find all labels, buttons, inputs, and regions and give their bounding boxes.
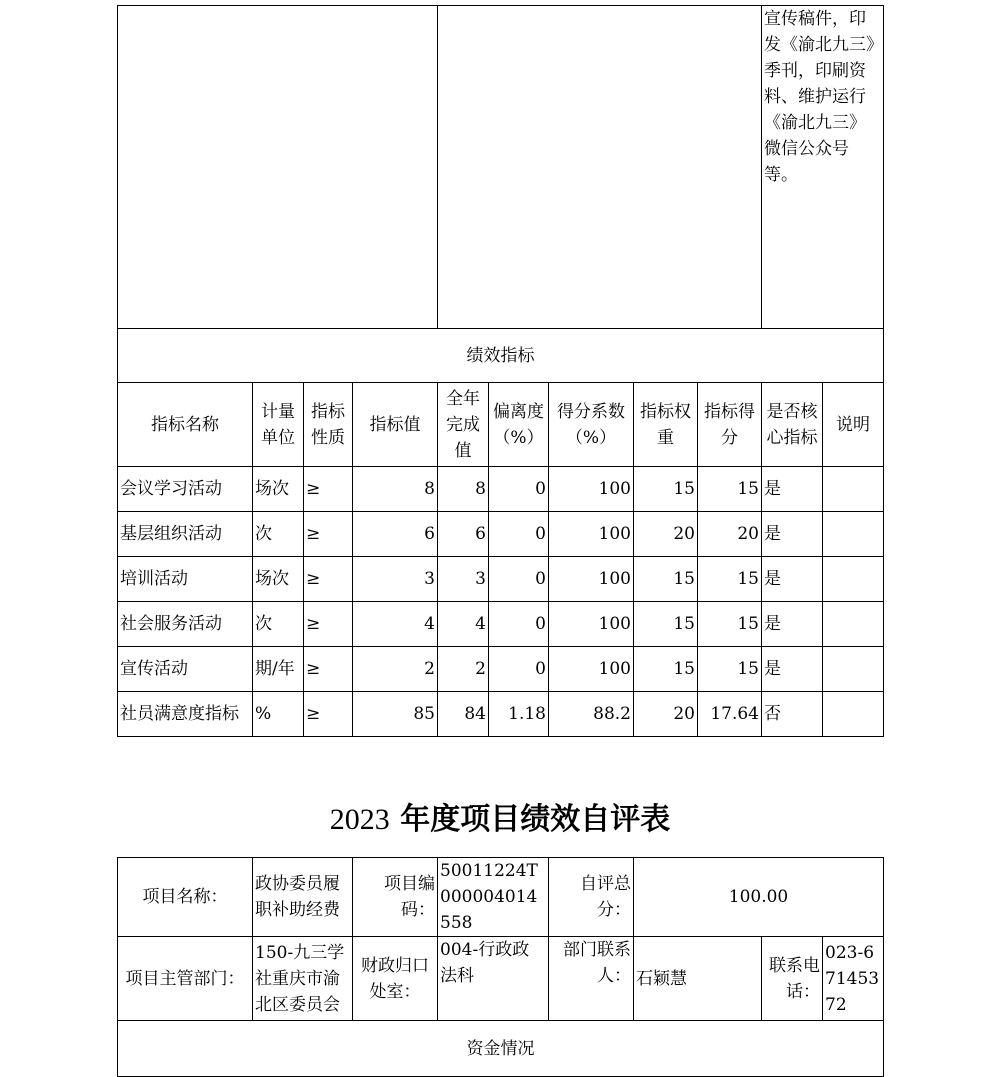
col-header: 是否核心指标 bbox=[762, 383, 823, 467]
target-value: 3 bbox=[353, 557, 438, 602]
nature: ≥ bbox=[304, 467, 353, 512]
score: 15 bbox=[698, 647, 762, 692]
empty-cell bbox=[118, 6, 438, 329]
col-header: 指标性质 bbox=[304, 383, 353, 467]
score: 15 bbox=[698, 602, 762, 647]
score-coefficient: 100 bbox=[549, 602, 634, 647]
section-title: 绩效指标 bbox=[118, 329, 884, 383]
title-year: 2023 bbox=[329, 803, 390, 836]
weight: 15 bbox=[634, 647, 698, 692]
note bbox=[823, 602, 884, 647]
contact-label: 部门联系人： bbox=[549, 937, 634, 1021]
col-header: 指标名称 bbox=[118, 383, 253, 467]
is-core: 否 bbox=[762, 692, 823, 737]
col-header: 说明 bbox=[823, 383, 884, 467]
indicator-name: 基层组织活动 bbox=[118, 512, 253, 557]
note bbox=[823, 557, 884, 602]
unit: 次 bbox=[253, 602, 304, 647]
actual-value: 3 bbox=[438, 557, 489, 602]
note bbox=[823, 647, 884, 692]
header-row bbox=[118, 383, 884, 467]
target-value: 8 bbox=[353, 467, 438, 512]
funds-section-title: 资金情况 bbox=[118, 1021, 884, 1077]
deviation: 0 bbox=[489, 557, 549, 602]
score: 15 bbox=[698, 467, 762, 512]
score: 17.64 bbox=[698, 692, 762, 737]
is-core: 是 bbox=[762, 512, 823, 557]
weight: 20 bbox=[634, 692, 698, 737]
nature: ≥ bbox=[304, 647, 353, 692]
project-code-label: 项目编码： bbox=[353, 858, 438, 937]
finance: 004-行政政法科 bbox=[438, 937, 549, 1021]
col-header: 得分系数（%） bbox=[549, 383, 634, 467]
target-value: 6 bbox=[353, 512, 438, 557]
target-value: 4 bbox=[353, 602, 438, 647]
score: 20 bbox=[698, 512, 762, 557]
weight: 15 bbox=[634, 602, 698, 647]
target-value: 85 bbox=[353, 692, 438, 737]
dept-label: 项目主管部门： bbox=[118, 937, 253, 1021]
actual-value: 2 bbox=[438, 647, 489, 692]
actual-value: 8 bbox=[438, 467, 489, 512]
col-header: 偏离度（%） bbox=[489, 383, 549, 467]
self-score: 100.00 bbox=[634, 858, 884, 937]
note bbox=[823, 692, 884, 737]
project-name-label: 项目名称： bbox=[118, 858, 253, 937]
is-core: 是 bbox=[762, 557, 823, 602]
unit: 场次 bbox=[253, 467, 304, 512]
unit: 期/年 bbox=[253, 647, 304, 692]
deviation: 1.18 bbox=[489, 692, 549, 737]
dept: 150-九三学社重庆市渝北区委员会 bbox=[253, 937, 353, 1021]
actual-value: 4 bbox=[438, 602, 489, 647]
score-coefficient: 100 bbox=[549, 467, 634, 512]
project-info-table bbox=[117, 857, 884, 1077]
table-row bbox=[118, 557, 884, 602]
col-header: 指标值 bbox=[353, 383, 438, 467]
nature: ≥ bbox=[304, 557, 353, 602]
empty-cell bbox=[438, 6, 762, 329]
is-core: 是 bbox=[762, 647, 823, 692]
indicator-name: 培训活动 bbox=[118, 557, 253, 602]
actual-value: 84 bbox=[438, 692, 489, 737]
score-coefficient: 100 bbox=[549, 512, 634, 557]
performance-indicator-table bbox=[117, 5, 884, 737]
indicator-name: 会议学习活动 bbox=[118, 467, 253, 512]
weight: 15 bbox=[634, 557, 698, 602]
col-header: 全年完成值 bbox=[438, 383, 489, 467]
note bbox=[823, 467, 884, 512]
weight: 15 bbox=[634, 467, 698, 512]
continued-text-cell bbox=[762, 6, 884, 329]
is-core: 是 bbox=[762, 602, 823, 647]
note bbox=[823, 512, 884, 557]
phone: 023-67145372 bbox=[823, 937, 884, 1021]
deviation: 0 bbox=[489, 467, 549, 512]
score-coefficient: 100 bbox=[549, 557, 634, 602]
phone-label: 联系电话： bbox=[762, 937, 823, 1021]
nature: ≥ bbox=[304, 512, 353, 557]
title-text: 年度项目绩效自评表 bbox=[400, 802, 671, 837]
indicator-name: 社员满意度指标 bbox=[118, 692, 253, 737]
actual-value: 6 bbox=[438, 512, 489, 557]
unit: % bbox=[253, 692, 304, 737]
contact: 石颖慧 bbox=[634, 937, 762, 1021]
continued-text: 宣传稿件，印发《渝北九三》季刊，印刷资料、维护运行《渝北九三》微信公众号等。 bbox=[764, 9, 875, 185]
nature: ≥ bbox=[304, 602, 353, 647]
col-header: 计量单位 bbox=[253, 383, 304, 467]
deviation: 0 bbox=[489, 647, 549, 692]
score: 15 bbox=[698, 557, 762, 602]
table-row bbox=[118, 602, 884, 647]
indicator-name: 社会服务活动 bbox=[118, 602, 253, 647]
indicator-name: 宣传活动 bbox=[118, 647, 253, 692]
page-title bbox=[0, 797, 1000, 843]
project-name: 政协委员履职补助经费 bbox=[253, 858, 353, 937]
deviation: 0 bbox=[489, 602, 549, 647]
table-row bbox=[118, 467, 884, 512]
table-row bbox=[118, 647, 884, 692]
nature: ≥ bbox=[304, 692, 353, 737]
self-score-label: 自评总分： bbox=[549, 858, 634, 937]
unit: 次 bbox=[253, 512, 304, 557]
score-coefficient: 88.2 bbox=[549, 692, 634, 737]
target-value: 2 bbox=[353, 647, 438, 692]
is-core: 是 bbox=[762, 467, 823, 512]
table-row bbox=[118, 512, 884, 557]
deviation: 0 bbox=[489, 512, 549, 557]
col-header: 指标得分 bbox=[698, 383, 762, 467]
finance-label: 财政归口处室： bbox=[353, 937, 438, 1021]
table-row bbox=[118, 692, 884, 737]
unit: 场次 bbox=[253, 557, 304, 602]
col-header: 指标权重 bbox=[634, 383, 698, 467]
project-code: 50011224T000004014558 bbox=[438, 858, 549, 937]
weight: 20 bbox=[634, 512, 698, 557]
score-coefficient: 100 bbox=[549, 647, 634, 692]
